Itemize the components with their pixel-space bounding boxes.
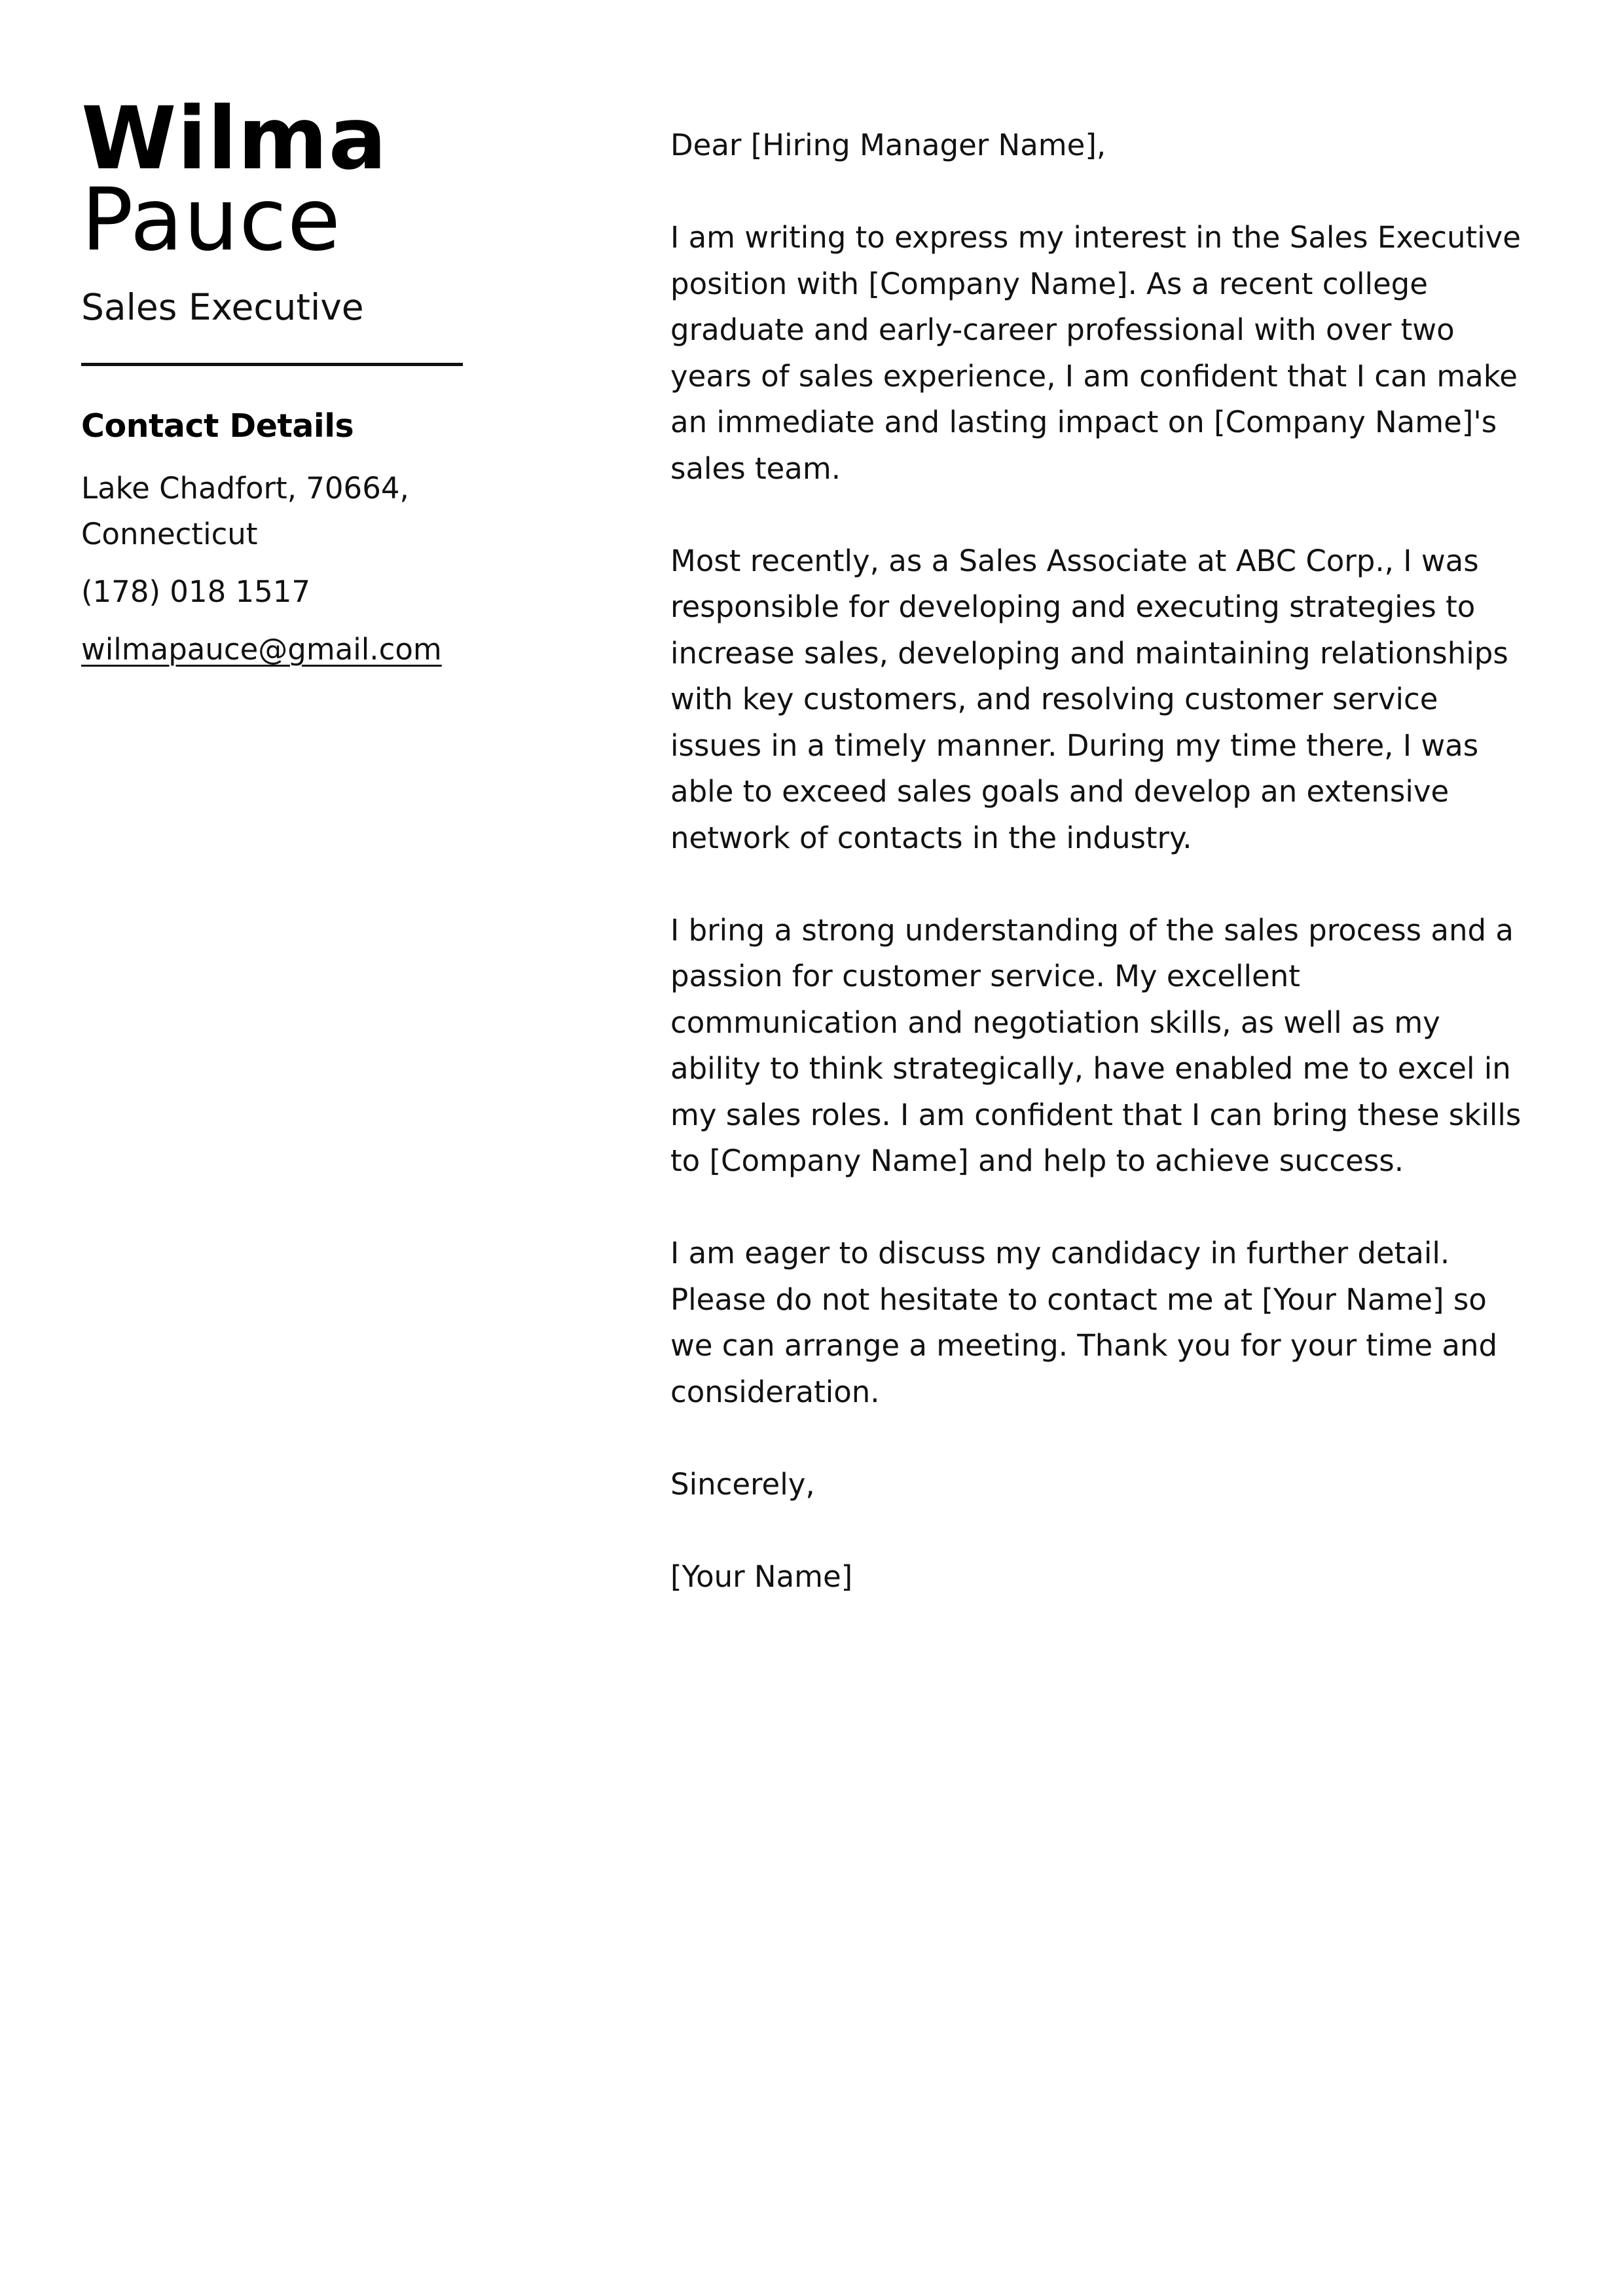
letter-paragraph: I am eager to discuss my candidacy in further detail. Please do not hesitate to contact me at [Your Name] so we can arrange a meeting. Thank you for your time and consideration. <box>670 1236 1498 1409</box>
closing: Sincerely, <box>670 1466 815 1502</box>
signature: [Your Name] <box>670 1559 853 1594</box>
contact-address: Lake Chadfort, 70664, Connecticut <box>81 471 409 551</box>
letter-paragraph: Most recently, as a Sales Associate at ABC Corp., I was responsible for developing and executing strategies to increase sales, developing and maintaining relationships with key customers, and resolving customer service issues in a timely manner. During my time there, I was able to exceed sales goals and develop an extensive network of contacts in the industry. <box>670 543 1508 855</box>
contact-details-heading: Contact Details <box>81 407 354 445</box>
letter-paragraph: I am writing to express my interest in the Sales Executive position with [Company Name]. As a recent college graduate and early-career professional with over two years of sales experience, I am confident that I can make an immediate and lasting impact on [Company Name]'s sales team. <box>670 220 1521 486</box>
last-name: Pauce <box>81 170 342 270</box>
letter-paragraph: I bring a strong understanding of the sales process and a passion for customer service. My excellent communication and negotiation skills, as well as my ability to think strategically, have enabled me to excel in my sales roles. I am confident that I can bring these skills to [Company Name] and help to achieve success. <box>670 912 1522 1178</box>
contact-phone: (178) 018 1517 <box>81 574 311 609</box>
sidebar <box>81 88 467 673</box>
divider <box>81 363 463 366</box>
first-name: Wilma <box>81 88 388 189</box>
salutation: Dear [Hiring Manager Name], <box>670 128 1106 162</box>
candidate-name <box>81 88 467 270</box>
job-title: Sales Executive <box>81 286 364 328</box>
contact-email-link[interactable]: wilmapauce@gmail.com <box>81 632 442 667</box>
letter-body <box>670 122 1535 1646</box>
